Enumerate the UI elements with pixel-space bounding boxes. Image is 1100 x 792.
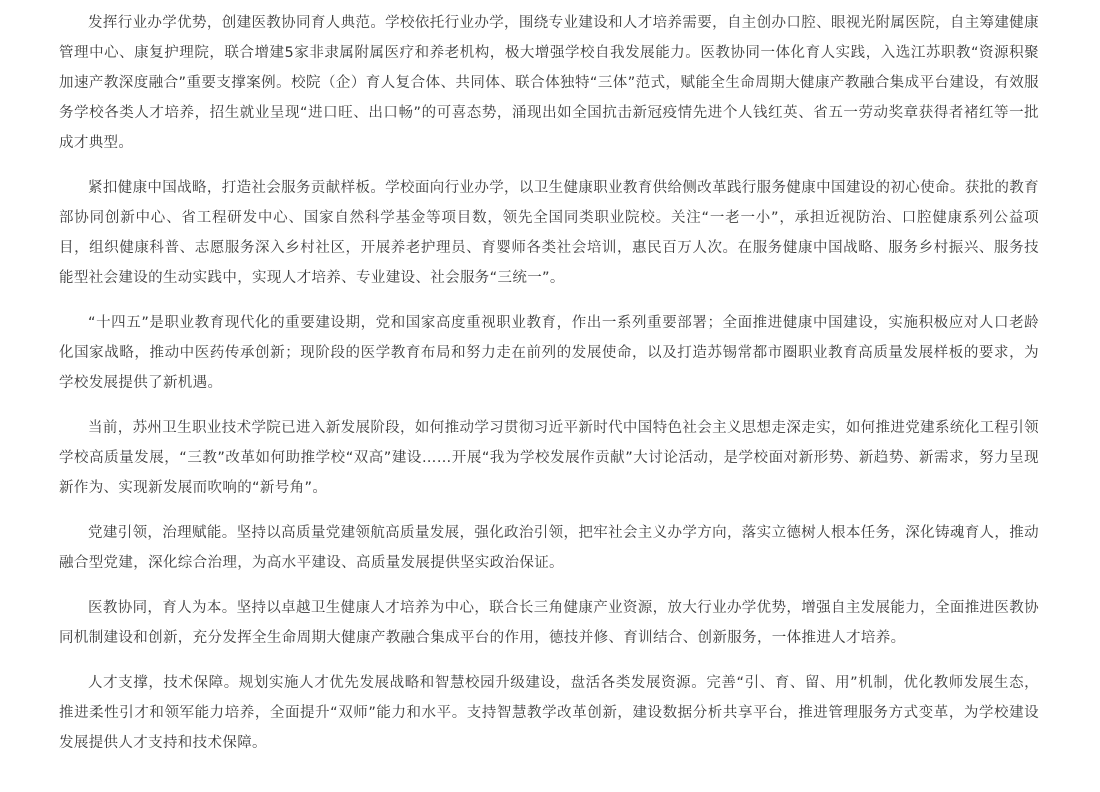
paragraph: 当前，苏州卫生职业技术学院已进入新发展阶段，如何推动学习贯彻习近平新时代中国特色社会主义思想走深走实，如何推进党建系统化工程引领学校高质量发展，“三教”改革如何助推学校“双高”建设……开展“我为学校发展作贡献”大讨论活动，是学校面对新形势、新趋势、新需求，努力呈现新作为、实现新发展而吹响的“新号角”。 (59, 420, 1039, 496)
paragraph: 紧扣健康中国战略，打造社会服务贡献样板。学校面向行业办学，以卫生健康职业教育供给侧改革践行服务健康中国建设的初心使命。获批的教育部协同创新中心、省工程研发中心、国家自然科学基金等项目数，领先全国同类职业院校。关注“一老一小”，承担近视防治、口腔健康系列公益项目，组织健康科普、志愿服务深入乡村社区，开展养老护理员、育婴师各类社会培训，惠民百万人次。在服务健康中国战略、服务乡村振兴、服务技能型社会建设的生动实践中，实现人才培养、专业建设、社会服务“三统一”。 (59, 180, 1039, 286)
paragraph: 发挥行业办学优势，创建医教协同育人典范。学校依托行业办学，围绕专业建设和人才培养需要，自主创办口腔、眼视光附属医院，自主筹建健康管理中心、康复护理院，联合增建5家非隶属附属医疗和养老机构，极大增强学校自我发展能力。医教协同一体化育人实践，入选江苏职教“资源积聚加速产教深度融合”重要支撑案例。校院（企）育人复合体、共同体、联合体独特“三体”范式，赋能全生命周期大健康产教融合集成平台建设，有效服务学校各类人才培养，招生就业呈现“进口旺、出口畅”的可喜态势，涌现出如全国抗击新冠疫情先进个人钱红英、省五一劳动奖章获得者褚红等一批成才典型。 (59, 15, 1039, 151)
paragraph: 党建引领，治理赋能。坚持以高质量党建领航高质量发展，强化政治引领，把牢社会主义办学方向，落实立德树人根本任务，深化铸魂育人，推动融合型党建，深化综合治理，为高水平建设、高质量发展提供坚实政治保证。 (59, 525, 1039, 571)
paragraph: 人才支撑，技术保障。规划实施人才优先发展战略和智慧校园升级建设，盘活各类发展资源。完善“引、育、留、用”机制，优化教师发展生态，推进柔性引才和领军能力培养，全面提升“双师”能力和水平。支持智慧教学改革创新，建设数据分析共享平台，推进管理服务方式变革，为学校建设发展提供人才支持和技术保障。 (59, 675, 1039, 751)
paragraph: 医教协同，育人为本。坚持以卓越卫生健康人才培养为中心，联合长三角健康产业资源，放大行业办学优势，增强自主发展能力，全面推进医教协同机制建设和创新，充分发挥全生命周期大健康产教融合集成平台的作用，德技并修、育训结合、创新服务，一体推进人才培养。 (59, 600, 1039, 646)
article-body (59, 8, 1039, 773)
paragraph: “十四五”是职业教育现代化的重要建设期，党和国家高度重视职业教育，作出一系列重要部署；全面推进健康中国建设，实施积极应对人口老龄化国家战略，推动中医药传承创新；现阶段的医学教育布局和努力走在前列的发展使命，以及打造苏锡常都市圈职业教育高质量发展样板的要求，为学校发展提供了新机遇。 (59, 315, 1039, 391)
